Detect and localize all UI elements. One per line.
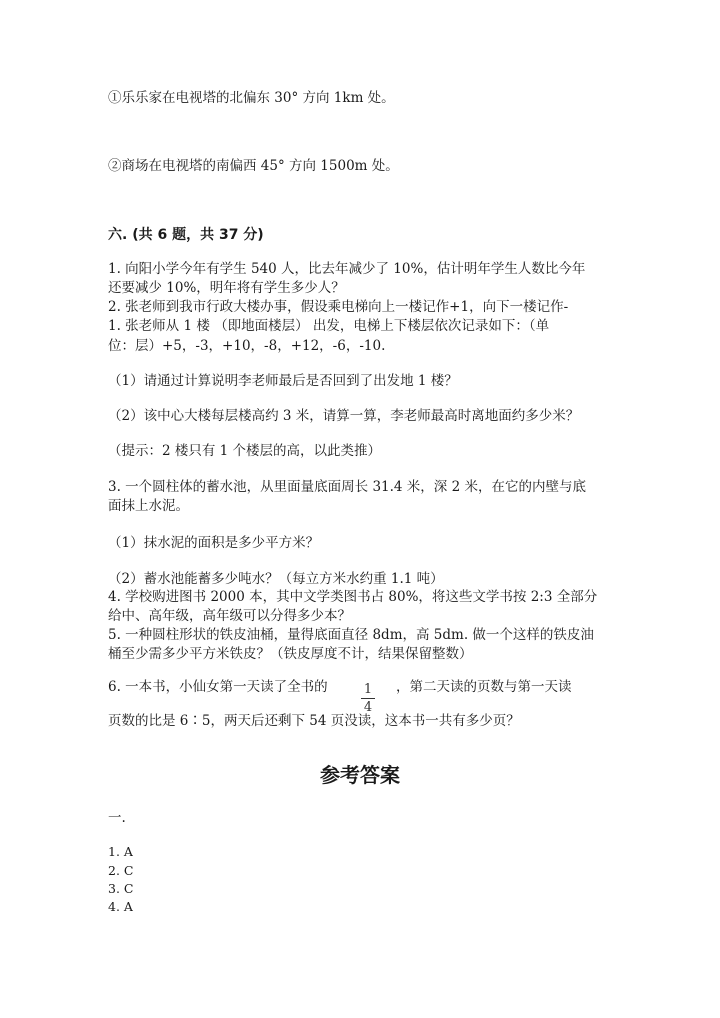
question-6-text-after-fraction: ，第二天读的页数与第一天读 [396, 679, 572, 695]
question-3-line-2: 面抹上水泥。 [108, 498, 189, 514]
question-2-line-2: 1. 张老师从 1 楼 （即地面楼层） 出发，电梯上下楼层依次记录如下：（单 [108, 318, 550, 334]
question-4-line-2: 给中、高年级，高年级可以分得多少本？ [108, 608, 351, 624]
question-2-subquestion-2: （2）该中心大楼每层楼高约 3 米，请算一算，李老师最高时离地面约多少米？ [108, 408, 580, 424]
question-6-line-2: 页数的比是 6∶5，两天后还剩下 54 页没读，这本书一共有多少页？ [108, 713, 520, 729]
answer-item-1: 1. A [108, 844, 133, 859]
answer-item-4: 4. A [108, 899, 133, 914]
section-six-heading: 六. (共 6 题，共 37 分) [108, 227, 264, 243]
question-3-subquestion-2: （2）蓄水池能蓄多少吨水？（每立方米水约重 1.1 吨） [108, 571, 444, 587]
question-3-subquestion-1: （1）抹水泥的面积是多少平方米？ [108, 535, 320, 551]
question-1-line-2: 还要减少 10%，明年将有学生多少人？ [108, 280, 345, 296]
question-1-line-1: 1. 向阳小学今年有学生 540 人，比去年减少了 10%，估计明年学生人数比今年 [108, 261, 586, 277]
question-2-line-3: 位：层）+5，-3，+10，-8，+12，-6，-10. [108, 338, 386, 354]
answers-section-label: 一. [108, 810, 126, 826]
question-6-text-before-fraction: 6. 一本书，小仙女第一天读了全书的 [108, 679, 328, 695]
question-2-subquestion-1: （1）请通过计算说明李老师最后是否回到了出发地 1 楼？ [108, 373, 458, 389]
question-5-line-1: 5. 一种圆柱形状的铁皮油桶，量得底面直径 8dm，高 5dm. 做一个这样的铁皮油 [108, 627, 594, 643]
fraction-numerator: 1 [363, 682, 373, 697]
location-statement-1: ①乐乐家在电视塔的北偏东 30° 方向 1km 处。 [108, 90, 395, 106]
answer-item-2: 2. C [108, 863, 134, 878]
question-2-hint: （提示：2 楼只有 1 个楼层的高，以此类推） [108, 443, 382, 459]
question-5-line-2: 桶至少需多少平方米铁皮？（铁皮厚度不计，结果保留整数） [108, 646, 473, 662]
location-statement-2: ②商场在电视塔的南偏西 45° 方向 1500m 处。 [108, 158, 399, 174]
question-3-line-1: 3. 一个圆柱体的蓄水池，从里面量底面周长 31.4 米，深 2 米，在它的内壁与底 [108, 479, 586, 495]
fraction-denominator: 4 [363, 700, 373, 715]
question-4-line-1: 4. 学校购进图书 2000 本，其中文学类图书占 80%，将这些文学书按 2:3 全部分 [108, 589, 598, 605]
question-2-line-1: 2. 张老师到我市行政大楼办事，假设乘电梯向上一楼记作+1，向下一楼记作- [108, 299, 569, 315]
fraction-bar [361, 698, 375, 699]
answers-title: 参考答案 [320, 763, 400, 787]
answer-item-3: 3. C [108, 881, 134, 896]
